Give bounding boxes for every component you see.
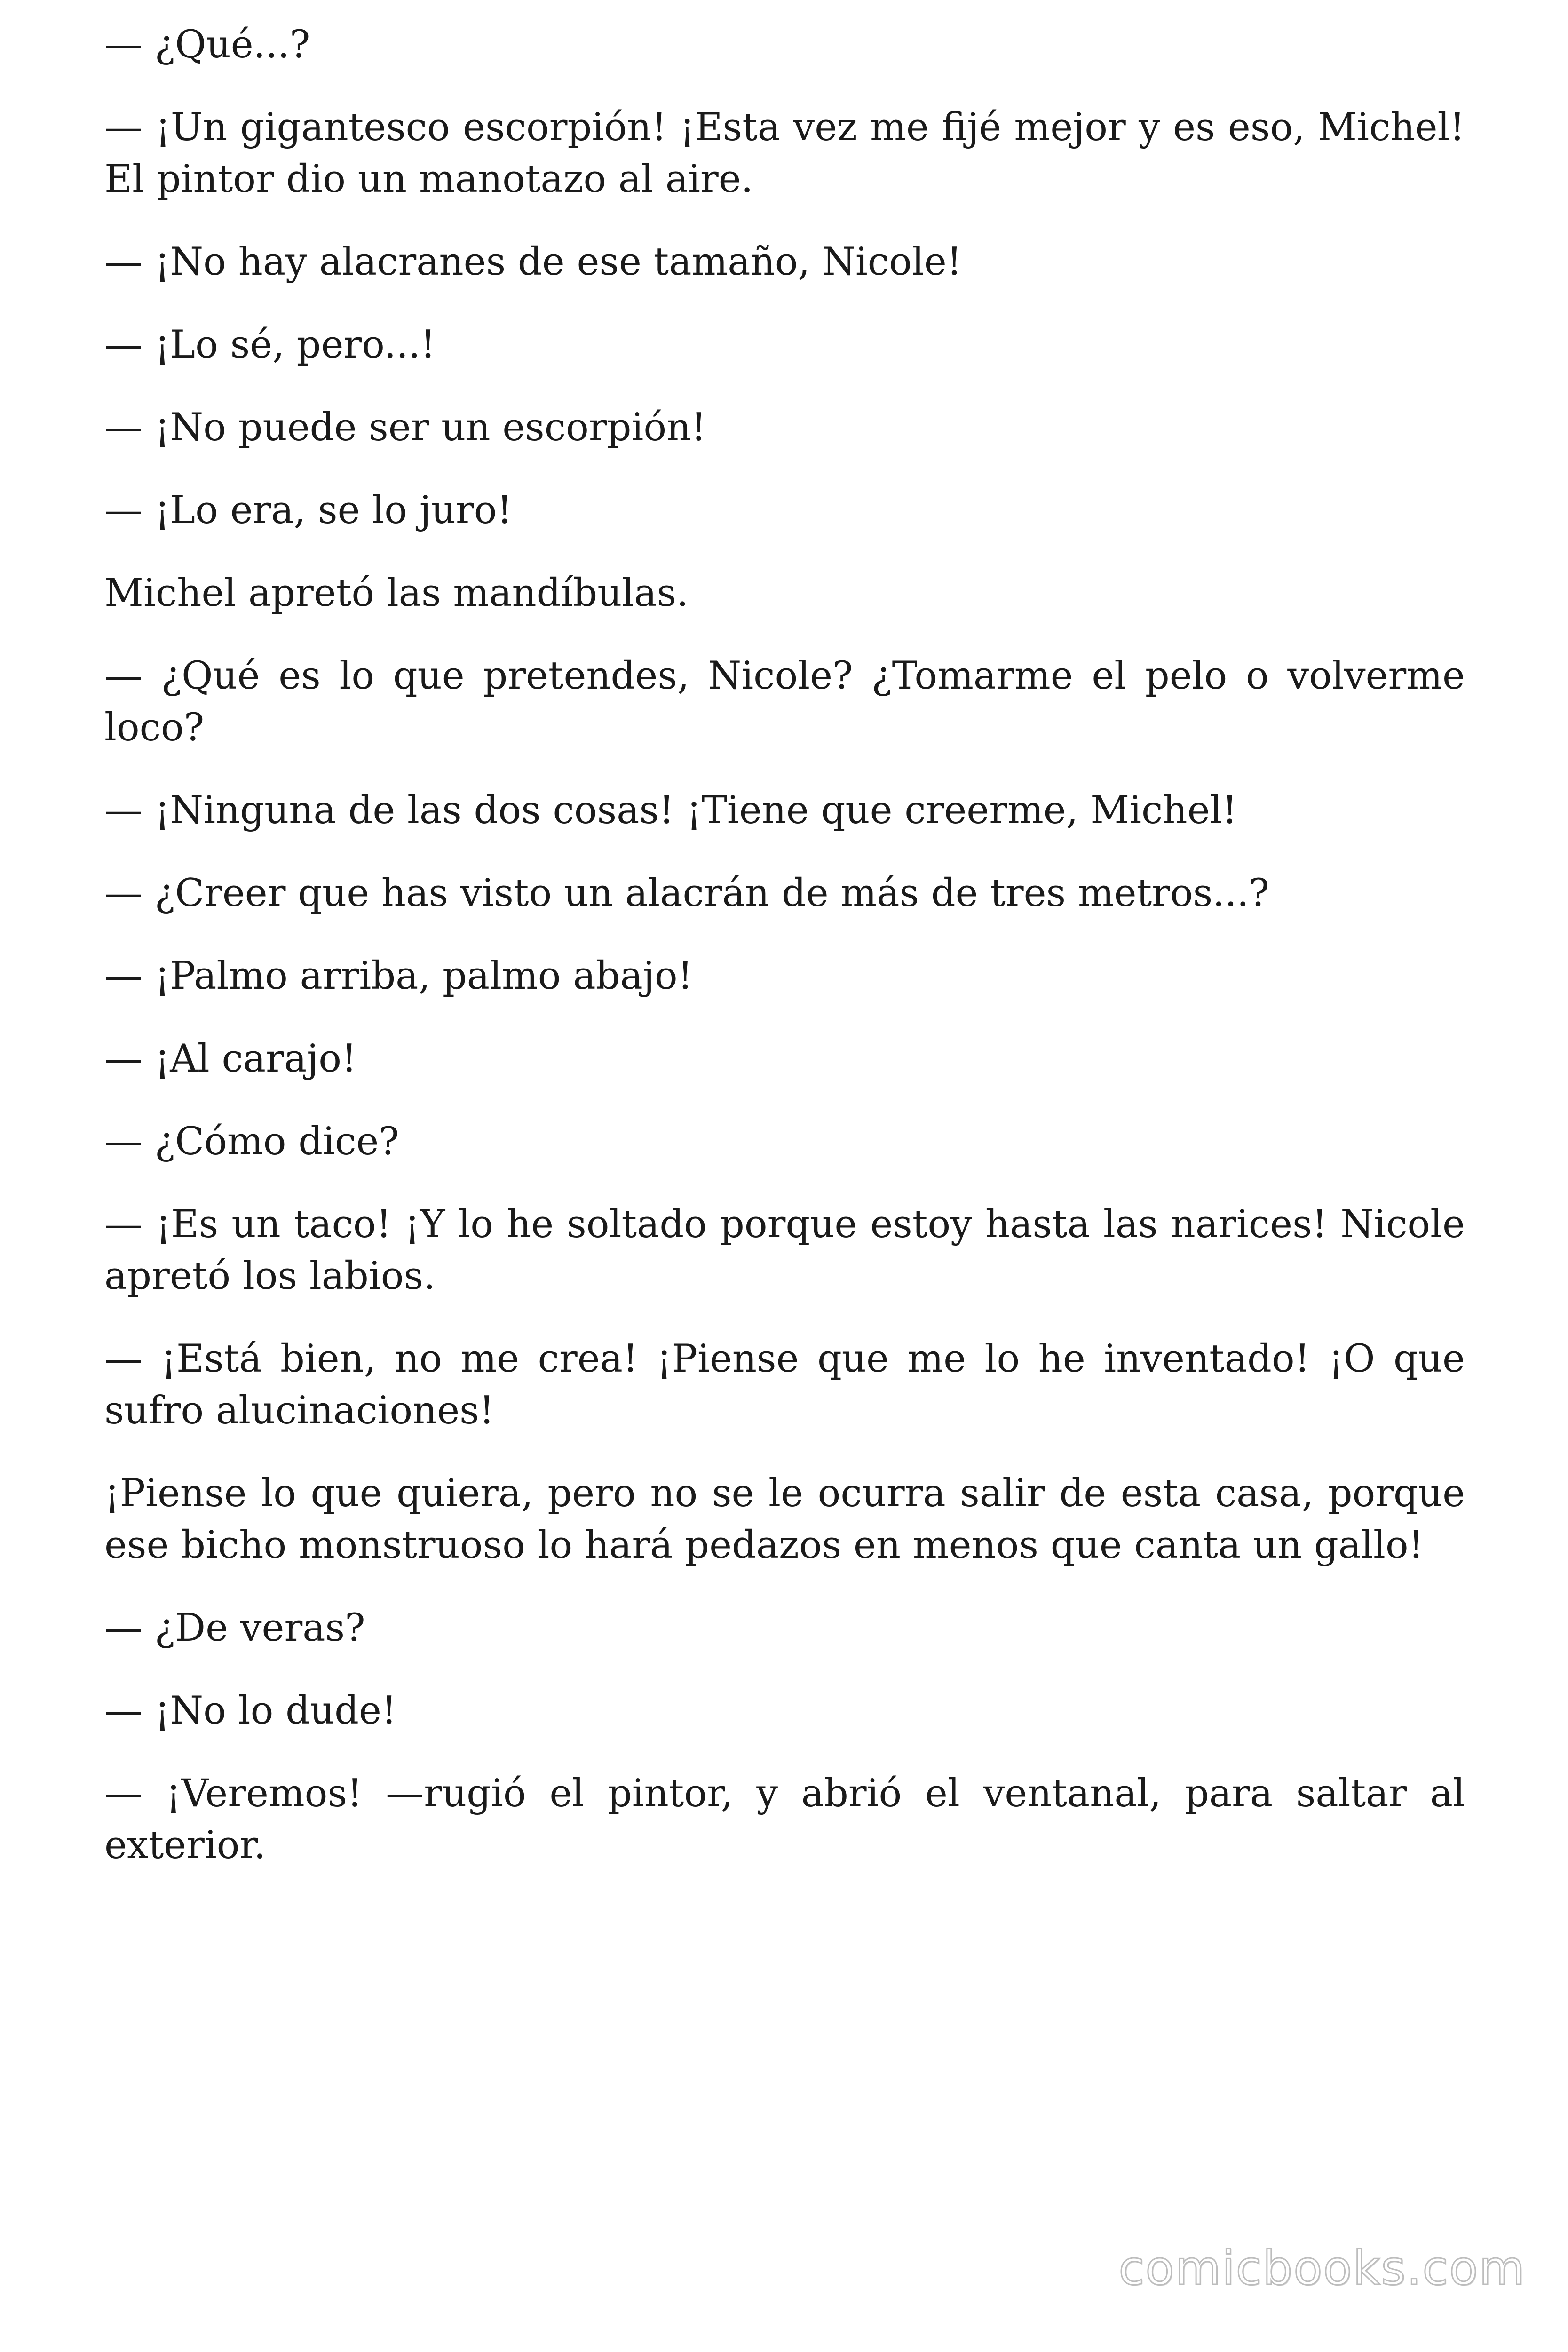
paragraph-17: — ¿De veras? — [104, 1606, 365, 1650]
page-text — [104, 19, 1465, 1902]
paragraph-4: — ¡Lo sé, pero...! — [104, 323, 436, 367]
paragraph-7: Michel apretó las mandíbulas. — [104, 571, 689, 615]
paragraph-3: — ¡No hay alacranes de ese tamaño, Nicole! — [104, 240, 962, 284]
paragraph-11: — ¡Palmo arriba, palmo abajo! — [104, 954, 693, 998]
paragraph-12: — ¡Al carajo! — [104, 1037, 357, 1081]
watermark-logo: comicbooks.com — [1118, 2241, 1526, 2296]
paragraph-14: — ¡Es un taco! ¡Y lo he soltado porque estoy hasta las narices! Nicole apretó los labios. — [104, 1202, 1465, 1298]
paragraph-16: ¡Piense lo que quiera, pero no se le ocurra salir de esta casa, porque ese bicho monstruoso lo hará pedazos en menos que canta un gallo! — [104, 1471, 1465, 1567]
paragraph-18: — ¡No lo dude! — [104, 1689, 397, 1733]
paragraph-9: — ¡Ninguna de las dos cosas! ¡Tiene que creerme, Michel! — [104, 788, 1237, 833]
paragraph-6: — ¡Lo era, se lo juro! — [104, 488, 513, 532]
paragraph-5: — ¡No puede ser un escorpión! — [104, 405, 706, 450]
paragraph-2: — ¡Un gigantesco escorpión! ¡Esta vez me fijé mejor y es eso, Michel! El pintor dio un manotazo al aire. — [104, 105, 1465, 201]
paragraph-10: — ¿Creer que has visto un alacrán de más de tres metros...? — [104, 871, 1269, 915]
paragraph-15: — ¡Está bien, no me crea! ¡Piense que me lo he inventado! ¡O que sufro alucinaciones! — [104, 1337, 1465, 1433]
paragraph-19: — ¡Veremos! —rugió el pintor, y abrió el ventanal, para saltar al exterior. — [104, 1772, 1465, 1867]
paragraph-1: — ¿Qué...? — [104, 23, 310, 67]
paragraph-13: — ¿Cómo dice? — [104, 1120, 399, 1164]
paragraph-8: — ¿Qué es lo que pretendes, Nicole? ¿Tomarme el pelo o volverme loco? — [104, 654, 1465, 750]
